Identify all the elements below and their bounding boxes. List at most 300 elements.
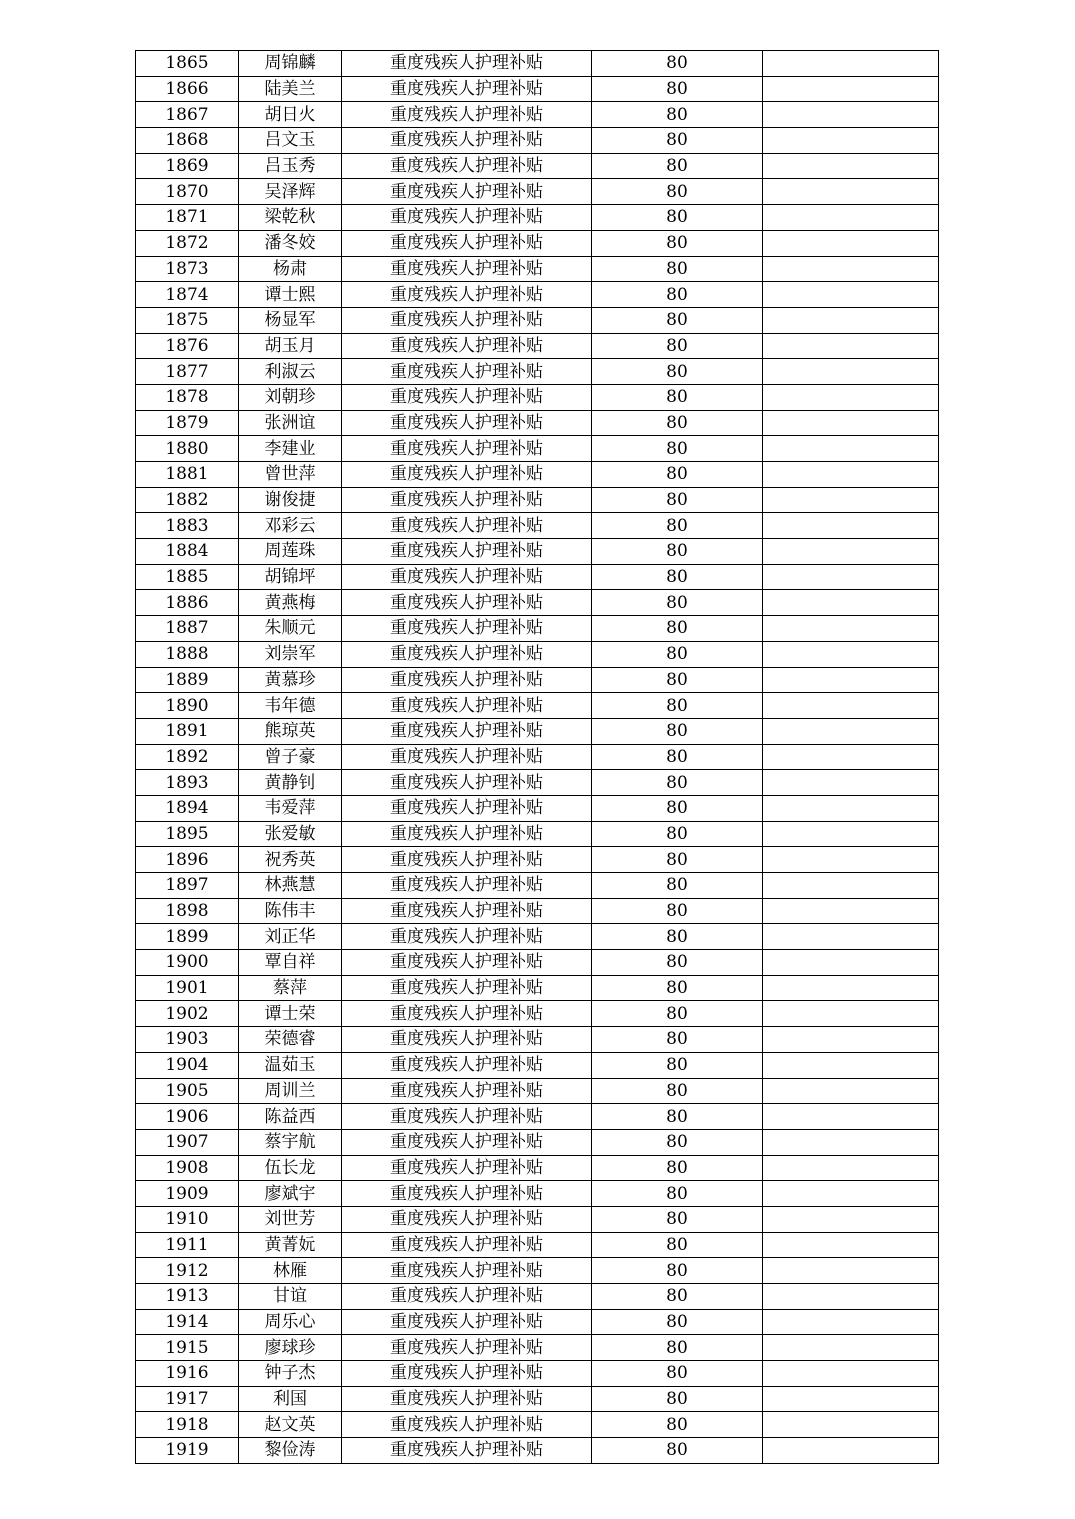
name-cell: 周乐心 bbox=[239, 1309, 342, 1335]
amount-cell: 80 bbox=[592, 1412, 763, 1438]
row-number-cell: 1873 bbox=[136, 256, 239, 282]
row-number-cell: 1870 bbox=[136, 179, 239, 205]
amount-cell: 80 bbox=[592, 384, 763, 410]
subsidy-type-cell: 重度残疾人护理补贴 bbox=[342, 744, 592, 770]
row-number-cell: 1902 bbox=[136, 1001, 239, 1027]
note-cell bbox=[763, 153, 939, 179]
row-number-cell: 1918 bbox=[136, 1412, 239, 1438]
note-cell bbox=[763, 1104, 939, 1130]
row-number-cell: 1884 bbox=[136, 539, 239, 565]
table-row bbox=[136, 693, 939, 719]
row-number-cell: 1915 bbox=[136, 1335, 239, 1361]
amount-cell: 80 bbox=[592, 230, 763, 256]
note-cell bbox=[763, 770, 939, 796]
amount-cell: 80 bbox=[592, 1206, 763, 1232]
amount-cell: 80 bbox=[592, 1232, 763, 1258]
name-cell: 韦年德 bbox=[239, 693, 342, 719]
name-cell: 陈伟丰 bbox=[239, 898, 342, 924]
table-row bbox=[136, 1284, 939, 1310]
subsidy-type-cell: 重度残疾人护理补贴 bbox=[342, 667, 592, 693]
subsidy-type-cell: 重度残疾人护理补贴 bbox=[342, 102, 592, 128]
subsidy-type-cell: 重度残疾人护理补贴 bbox=[342, 230, 592, 256]
row-number-cell: 1887 bbox=[136, 616, 239, 642]
name-cell: 杨显军 bbox=[239, 307, 342, 333]
subsidy-type-cell: 重度残疾人护理补贴 bbox=[342, 51, 592, 77]
row-number-cell: 1905 bbox=[136, 1078, 239, 1104]
amount-cell: 80 bbox=[592, 1438, 763, 1464]
row-number-cell: 1910 bbox=[136, 1206, 239, 1232]
table-row bbox=[136, 1361, 939, 1387]
note-cell bbox=[763, 1129, 939, 1155]
table-row bbox=[136, 873, 939, 899]
row-number-cell: 1917 bbox=[136, 1386, 239, 1412]
amount-cell: 80 bbox=[592, 847, 763, 873]
amount-cell: 80 bbox=[592, 102, 763, 128]
subsidy-type-cell: 重度残疾人护理补贴 bbox=[342, 924, 592, 950]
table-row bbox=[136, 230, 939, 256]
amount-cell: 80 bbox=[592, 410, 763, 436]
amount-cell: 80 bbox=[592, 1335, 763, 1361]
subsidy-type-cell: 重度残疾人护理补贴 bbox=[342, 384, 592, 410]
name-cell: 甘谊 bbox=[239, 1284, 342, 1310]
row-number-cell: 1888 bbox=[136, 641, 239, 667]
note-cell bbox=[763, 693, 939, 719]
row-number-cell: 1909 bbox=[136, 1181, 239, 1207]
note-cell bbox=[763, 205, 939, 231]
note-cell bbox=[763, 487, 939, 513]
name-cell: 周训兰 bbox=[239, 1078, 342, 1104]
amount-cell: 80 bbox=[592, 487, 763, 513]
table-row bbox=[136, 641, 939, 667]
table-row bbox=[136, 1104, 939, 1130]
table-row bbox=[136, 847, 939, 873]
subsidy-type-cell: 重度残疾人护理补贴 bbox=[342, 410, 592, 436]
amount-cell: 80 bbox=[592, 1258, 763, 1284]
note-cell bbox=[763, 821, 939, 847]
row-number-cell: 1871 bbox=[136, 205, 239, 231]
amount-cell: 80 bbox=[592, 641, 763, 667]
amount-cell: 80 bbox=[592, 693, 763, 719]
row-number-cell: 1897 bbox=[136, 873, 239, 899]
note-cell bbox=[763, 616, 939, 642]
amount-cell: 80 bbox=[592, 718, 763, 744]
note-cell bbox=[763, 718, 939, 744]
amount-cell: 80 bbox=[592, 1181, 763, 1207]
table-row bbox=[136, 102, 939, 128]
amount-cell: 80 bbox=[592, 205, 763, 231]
row-number-cell: 1876 bbox=[136, 333, 239, 359]
amount-cell: 80 bbox=[592, 282, 763, 308]
note-cell bbox=[763, 975, 939, 1001]
amount-cell: 80 bbox=[592, 1386, 763, 1412]
subsidy-type-cell: 重度残疾人护理补贴 bbox=[342, 462, 592, 488]
subsidy-type-cell: 重度残疾人护理补贴 bbox=[342, 282, 592, 308]
subsidy-type-cell: 重度残疾人护理补贴 bbox=[342, 693, 592, 719]
note-cell bbox=[763, 1386, 939, 1412]
table-row bbox=[136, 179, 939, 205]
table-row bbox=[136, 975, 939, 1001]
row-number-cell: 1874 bbox=[136, 282, 239, 308]
amount-cell: 80 bbox=[592, 359, 763, 385]
name-cell: 黄燕梅 bbox=[239, 590, 342, 616]
amount-cell: 80 bbox=[592, 307, 763, 333]
table-row bbox=[136, 513, 939, 539]
note-cell bbox=[763, 384, 939, 410]
subsidy-type-cell: 重度残疾人护理补贴 bbox=[342, 1438, 592, 1464]
table-row bbox=[136, 1412, 939, 1438]
subsidy-type-cell: 重度残疾人护理补贴 bbox=[342, 1335, 592, 1361]
amount-cell: 80 bbox=[592, 821, 763, 847]
note-cell bbox=[763, 1052, 939, 1078]
subsidy-type-cell: 重度残疾人护理补贴 bbox=[342, 590, 592, 616]
amount-cell: 80 bbox=[592, 1052, 763, 1078]
amount-cell: 80 bbox=[592, 333, 763, 359]
table-row bbox=[136, 616, 939, 642]
row-number-cell: 1892 bbox=[136, 744, 239, 770]
row-number-cell: 1901 bbox=[136, 975, 239, 1001]
amount-cell: 80 bbox=[592, 616, 763, 642]
note-cell bbox=[763, 744, 939, 770]
name-cell: 周锦麟 bbox=[239, 51, 342, 77]
name-cell: 赵文英 bbox=[239, 1412, 342, 1438]
name-cell: 黄菁妧 bbox=[239, 1232, 342, 1258]
name-cell: 黄静钊 bbox=[239, 770, 342, 796]
row-number-cell: 1907 bbox=[136, 1129, 239, 1155]
name-cell: 潘冬姣 bbox=[239, 230, 342, 256]
name-cell: 曾子豪 bbox=[239, 744, 342, 770]
table-row bbox=[136, 564, 939, 590]
note-cell bbox=[763, 256, 939, 282]
row-number-cell: 1866 bbox=[136, 76, 239, 102]
name-cell: 杨肃 bbox=[239, 256, 342, 282]
subsidy-table-body bbox=[136, 51, 939, 1464]
subsidy-type-cell: 重度残疾人护理补贴 bbox=[342, 641, 592, 667]
table-row bbox=[136, 718, 939, 744]
row-number-cell: 1916 bbox=[136, 1361, 239, 1387]
name-cell: 熊琼英 bbox=[239, 718, 342, 744]
amount-cell: 80 bbox=[592, 462, 763, 488]
name-cell: 蔡萍 bbox=[239, 975, 342, 1001]
note-cell bbox=[763, 1284, 939, 1310]
subsidy-type-cell: 重度残疾人护理补贴 bbox=[342, 487, 592, 513]
name-cell: 祝秀英 bbox=[239, 847, 342, 873]
note-cell bbox=[763, 873, 939, 899]
row-number-cell: 1883 bbox=[136, 513, 239, 539]
table-row bbox=[136, 436, 939, 462]
name-cell: 谭士熙 bbox=[239, 282, 342, 308]
name-cell: 廖球珍 bbox=[239, 1335, 342, 1361]
name-cell: 利国 bbox=[239, 1386, 342, 1412]
table-row bbox=[136, 1206, 939, 1232]
table-row bbox=[136, 359, 939, 385]
note-cell bbox=[763, 1001, 939, 1027]
amount-cell: 80 bbox=[592, 744, 763, 770]
note-cell bbox=[763, 128, 939, 154]
table-row bbox=[136, 1001, 939, 1027]
table-row bbox=[136, 1052, 939, 1078]
subsidy-type-cell: 重度残疾人护理补贴 bbox=[342, 795, 592, 821]
note-cell bbox=[763, 950, 939, 976]
row-number-cell: 1898 bbox=[136, 898, 239, 924]
subsidy-type-cell: 重度残疾人护理补贴 bbox=[342, 1155, 592, 1181]
note-cell bbox=[763, 76, 939, 102]
amount-cell: 80 bbox=[592, 436, 763, 462]
subsidy-type-cell: 重度残疾人护理补贴 bbox=[342, 128, 592, 154]
subsidy-type-cell: 重度残疾人护理补贴 bbox=[342, 616, 592, 642]
table-row bbox=[136, 128, 939, 154]
row-number-cell: 1872 bbox=[136, 230, 239, 256]
table-row bbox=[136, 1309, 939, 1335]
name-cell: 温茹玉 bbox=[239, 1052, 342, 1078]
subsidy-type-cell: 重度残疾人护理补贴 bbox=[342, 718, 592, 744]
subsidy-type-cell: 重度残疾人护理补贴 bbox=[342, 1078, 592, 1104]
name-cell: 韦爱萍 bbox=[239, 795, 342, 821]
subsidy-type-cell: 重度残疾人护理补贴 bbox=[342, 975, 592, 1001]
amount-cell: 80 bbox=[592, 795, 763, 821]
name-cell: 伍长龙 bbox=[239, 1155, 342, 1181]
amount-cell: 80 bbox=[592, 128, 763, 154]
amount-cell: 80 bbox=[592, 590, 763, 616]
row-number-cell: 1882 bbox=[136, 487, 239, 513]
name-cell: 刘正华 bbox=[239, 924, 342, 950]
amount-cell: 80 bbox=[592, 1309, 763, 1335]
row-number-cell: 1878 bbox=[136, 384, 239, 410]
row-number-cell: 1890 bbox=[136, 693, 239, 719]
table-row bbox=[136, 76, 939, 102]
row-number-cell: 1894 bbox=[136, 795, 239, 821]
name-cell: 邓彩云 bbox=[239, 513, 342, 539]
subsidy-type-cell: 重度残疾人护理补贴 bbox=[342, 539, 592, 565]
note-cell bbox=[763, 847, 939, 873]
name-cell: 曾世萍 bbox=[239, 462, 342, 488]
note-cell bbox=[763, 1361, 939, 1387]
amount-cell: 80 bbox=[592, 51, 763, 77]
note-cell bbox=[763, 410, 939, 436]
row-number-cell: 1899 bbox=[136, 924, 239, 950]
subsidy-type-cell: 重度残疾人护理补贴 bbox=[342, 950, 592, 976]
amount-cell: 80 bbox=[592, 1155, 763, 1181]
table-row bbox=[136, 1258, 939, 1284]
subsidy-type-cell: 重度残疾人护理补贴 bbox=[342, 1386, 592, 1412]
row-number-cell: 1875 bbox=[136, 307, 239, 333]
note-cell bbox=[763, 564, 939, 590]
name-cell: 陆美兰 bbox=[239, 76, 342, 102]
subsidy-type-cell: 重度残疾人护理补贴 bbox=[342, 179, 592, 205]
row-number-cell: 1867 bbox=[136, 102, 239, 128]
row-number-cell: 1914 bbox=[136, 1309, 239, 1335]
table-row bbox=[136, 1129, 939, 1155]
note-cell bbox=[763, 1206, 939, 1232]
name-cell: 周莲珠 bbox=[239, 539, 342, 565]
amount-cell: 80 bbox=[592, 667, 763, 693]
table-row bbox=[136, 410, 939, 436]
subsidy-type-cell: 重度残疾人护理补贴 bbox=[342, 873, 592, 899]
note-cell bbox=[763, 102, 939, 128]
table-row bbox=[136, 1386, 939, 1412]
name-cell: 刘朝珍 bbox=[239, 384, 342, 410]
amount-cell: 80 bbox=[592, 1361, 763, 1387]
name-cell: 胡锦坪 bbox=[239, 564, 342, 590]
row-number-cell: 1891 bbox=[136, 718, 239, 744]
subsidy-type-cell: 重度残疾人护理补贴 bbox=[342, 76, 592, 102]
row-number-cell: 1881 bbox=[136, 462, 239, 488]
name-cell: 林燕慧 bbox=[239, 873, 342, 899]
note-cell bbox=[763, 51, 939, 77]
table-row bbox=[136, 487, 939, 513]
name-cell: 吕文玉 bbox=[239, 128, 342, 154]
table-row bbox=[136, 667, 939, 693]
amount-cell: 80 bbox=[592, 1104, 763, 1130]
row-number-cell: 1886 bbox=[136, 590, 239, 616]
name-cell: 吕玉秀 bbox=[239, 153, 342, 179]
name-cell: 胡玉月 bbox=[239, 333, 342, 359]
note-cell bbox=[763, 641, 939, 667]
table-row bbox=[136, 205, 939, 231]
subsidy-table bbox=[135, 50, 939, 1464]
table-row bbox=[136, 795, 939, 821]
table-row bbox=[136, 333, 939, 359]
subsidy-type-cell: 重度残疾人护理补贴 bbox=[342, 359, 592, 385]
note-cell bbox=[763, 667, 939, 693]
row-number-cell: 1865 bbox=[136, 51, 239, 77]
row-number-cell: 1869 bbox=[136, 153, 239, 179]
name-cell: 张洲谊 bbox=[239, 410, 342, 436]
amount-cell: 80 bbox=[592, 770, 763, 796]
table-row bbox=[136, 1232, 939, 1258]
name-cell: 谭士荣 bbox=[239, 1001, 342, 1027]
row-number-cell: 1895 bbox=[136, 821, 239, 847]
note-cell bbox=[763, 1232, 939, 1258]
subsidy-type-cell: 重度残疾人护理补贴 bbox=[342, 1412, 592, 1438]
row-number-cell: 1879 bbox=[136, 410, 239, 436]
subsidy-type-cell: 重度残疾人护理补贴 bbox=[342, 513, 592, 539]
subsidy-type-cell: 重度残疾人护理补贴 bbox=[342, 770, 592, 796]
note-cell bbox=[763, 282, 939, 308]
table-row bbox=[136, 384, 939, 410]
note-cell bbox=[763, 1309, 939, 1335]
subsidy-type-cell: 重度残疾人护理补贴 bbox=[342, 898, 592, 924]
note-cell bbox=[763, 924, 939, 950]
note-cell bbox=[763, 1412, 939, 1438]
amount-cell: 80 bbox=[592, 975, 763, 1001]
subsidy-type-cell: 重度残疾人护理补贴 bbox=[342, 1001, 592, 1027]
row-number-cell: 1868 bbox=[136, 128, 239, 154]
table-row bbox=[136, 282, 939, 308]
subsidy-type-cell: 重度残疾人护理补贴 bbox=[342, 1258, 592, 1284]
note-cell bbox=[763, 333, 939, 359]
name-cell: 谢俊捷 bbox=[239, 487, 342, 513]
table-row bbox=[136, 744, 939, 770]
row-number-cell: 1919 bbox=[136, 1438, 239, 1464]
row-number-cell: 1911 bbox=[136, 1232, 239, 1258]
amount-cell: 80 bbox=[592, 153, 763, 179]
name-cell: 蔡宇航 bbox=[239, 1129, 342, 1155]
table-row bbox=[136, 462, 939, 488]
note-cell bbox=[763, 795, 939, 821]
amount-cell: 80 bbox=[592, 898, 763, 924]
table-row bbox=[136, 1155, 939, 1181]
name-cell: 荣德睿 bbox=[239, 1027, 342, 1053]
table-row bbox=[136, 1181, 939, 1207]
subsidy-type-cell: 重度残疾人护理补贴 bbox=[342, 153, 592, 179]
amount-cell: 80 bbox=[592, 1001, 763, 1027]
amount-cell: 80 bbox=[592, 950, 763, 976]
name-cell: 覃自祥 bbox=[239, 950, 342, 976]
amount-cell: 80 bbox=[592, 179, 763, 205]
amount-cell: 80 bbox=[592, 1129, 763, 1155]
amount-cell: 80 bbox=[592, 1027, 763, 1053]
row-number-cell: 1893 bbox=[136, 770, 239, 796]
subsidy-type-cell: 重度残疾人护理补贴 bbox=[342, 1129, 592, 1155]
name-cell: 陈益西 bbox=[239, 1104, 342, 1130]
subsidy-type-cell: 重度残疾人护理补贴 bbox=[342, 847, 592, 873]
name-cell: 吴泽辉 bbox=[239, 179, 342, 205]
note-cell bbox=[763, 1027, 939, 1053]
subsidy-type-cell: 重度残疾人护理补贴 bbox=[342, 1181, 592, 1207]
name-cell: 刘崇军 bbox=[239, 641, 342, 667]
note-cell bbox=[763, 359, 939, 385]
name-cell: 胡日火 bbox=[239, 102, 342, 128]
note-cell bbox=[763, 230, 939, 256]
table-row bbox=[136, 950, 939, 976]
name-cell: 梁乾秋 bbox=[239, 205, 342, 231]
table-row bbox=[136, 51, 939, 77]
amount-cell: 80 bbox=[592, 513, 763, 539]
note-cell bbox=[763, 539, 939, 565]
name-cell: 廖斌宇 bbox=[239, 1181, 342, 1207]
row-number-cell: 1904 bbox=[136, 1052, 239, 1078]
subsidy-type-cell: 重度残疾人护理补贴 bbox=[342, 1284, 592, 1310]
table-row bbox=[136, 1078, 939, 1104]
table-row bbox=[136, 307, 939, 333]
subsidy-type-cell: 重度残疾人护理补贴 bbox=[342, 205, 592, 231]
note-cell bbox=[763, 590, 939, 616]
name-cell: 张爱敏 bbox=[239, 821, 342, 847]
row-number-cell: 1908 bbox=[136, 1155, 239, 1181]
note-cell bbox=[763, 1078, 939, 1104]
table-row bbox=[136, 770, 939, 796]
amount-cell: 80 bbox=[592, 256, 763, 282]
row-number-cell: 1896 bbox=[136, 847, 239, 873]
note-cell bbox=[763, 1438, 939, 1464]
note-cell bbox=[763, 898, 939, 924]
row-number-cell: 1903 bbox=[136, 1027, 239, 1053]
subsidy-type-cell: 重度残疾人护理补贴 bbox=[342, 1052, 592, 1078]
name-cell: 刘世芳 bbox=[239, 1206, 342, 1232]
row-number-cell: 1906 bbox=[136, 1104, 239, 1130]
table-row bbox=[136, 153, 939, 179]
table-row bbox=[136, 1027, 939, 1053]
amount-cell: 80 bbox=[592, 1078, 763, 1104]
table-row bbox=[136, 1335, 939, 1361]
note-cell bbox=[763, 307, 939, 333]
name-cell: 朱顺元 bbox=[239, 616, 342, 642]
table-row bbox=[136, 1438, 939, 1464]
subsidy-type-cell: 重度残疾人护理补贴 bbox=[342, 1027, 592, 1053]
amount-cell: 80 bbox=[592, 1284, 763, 1310]
note-cell bbox=[763, 1335, 939, 1361]
row-number-cell: 1889 bbox=[136, 667, 239, 693]
subsidy-type-cell: 重度残疾人护理补贴 bbox=[342, 256, 592, 282]
name-cell: 钟子杰 bbox=[239, 1361, 342, 1387]
table-row bbox=[136, 898, 939, 924]
subsidy-type-cell: 重度残疾人护理补贴 bbox=[342, 564, 592, 590]
row-number-cell: 1900 bbox=[136, 950, 239, 976]
note-cell bbox=[763, 1258, 939, 1284]
note-cell bbox=[763, 462, 939, 488]
note-cell bbox=[763, 179, 939, 205]
subsidy-type-cell: 重度残疾人护理补贴 bbox=[342, 1309, 592, 1335]
